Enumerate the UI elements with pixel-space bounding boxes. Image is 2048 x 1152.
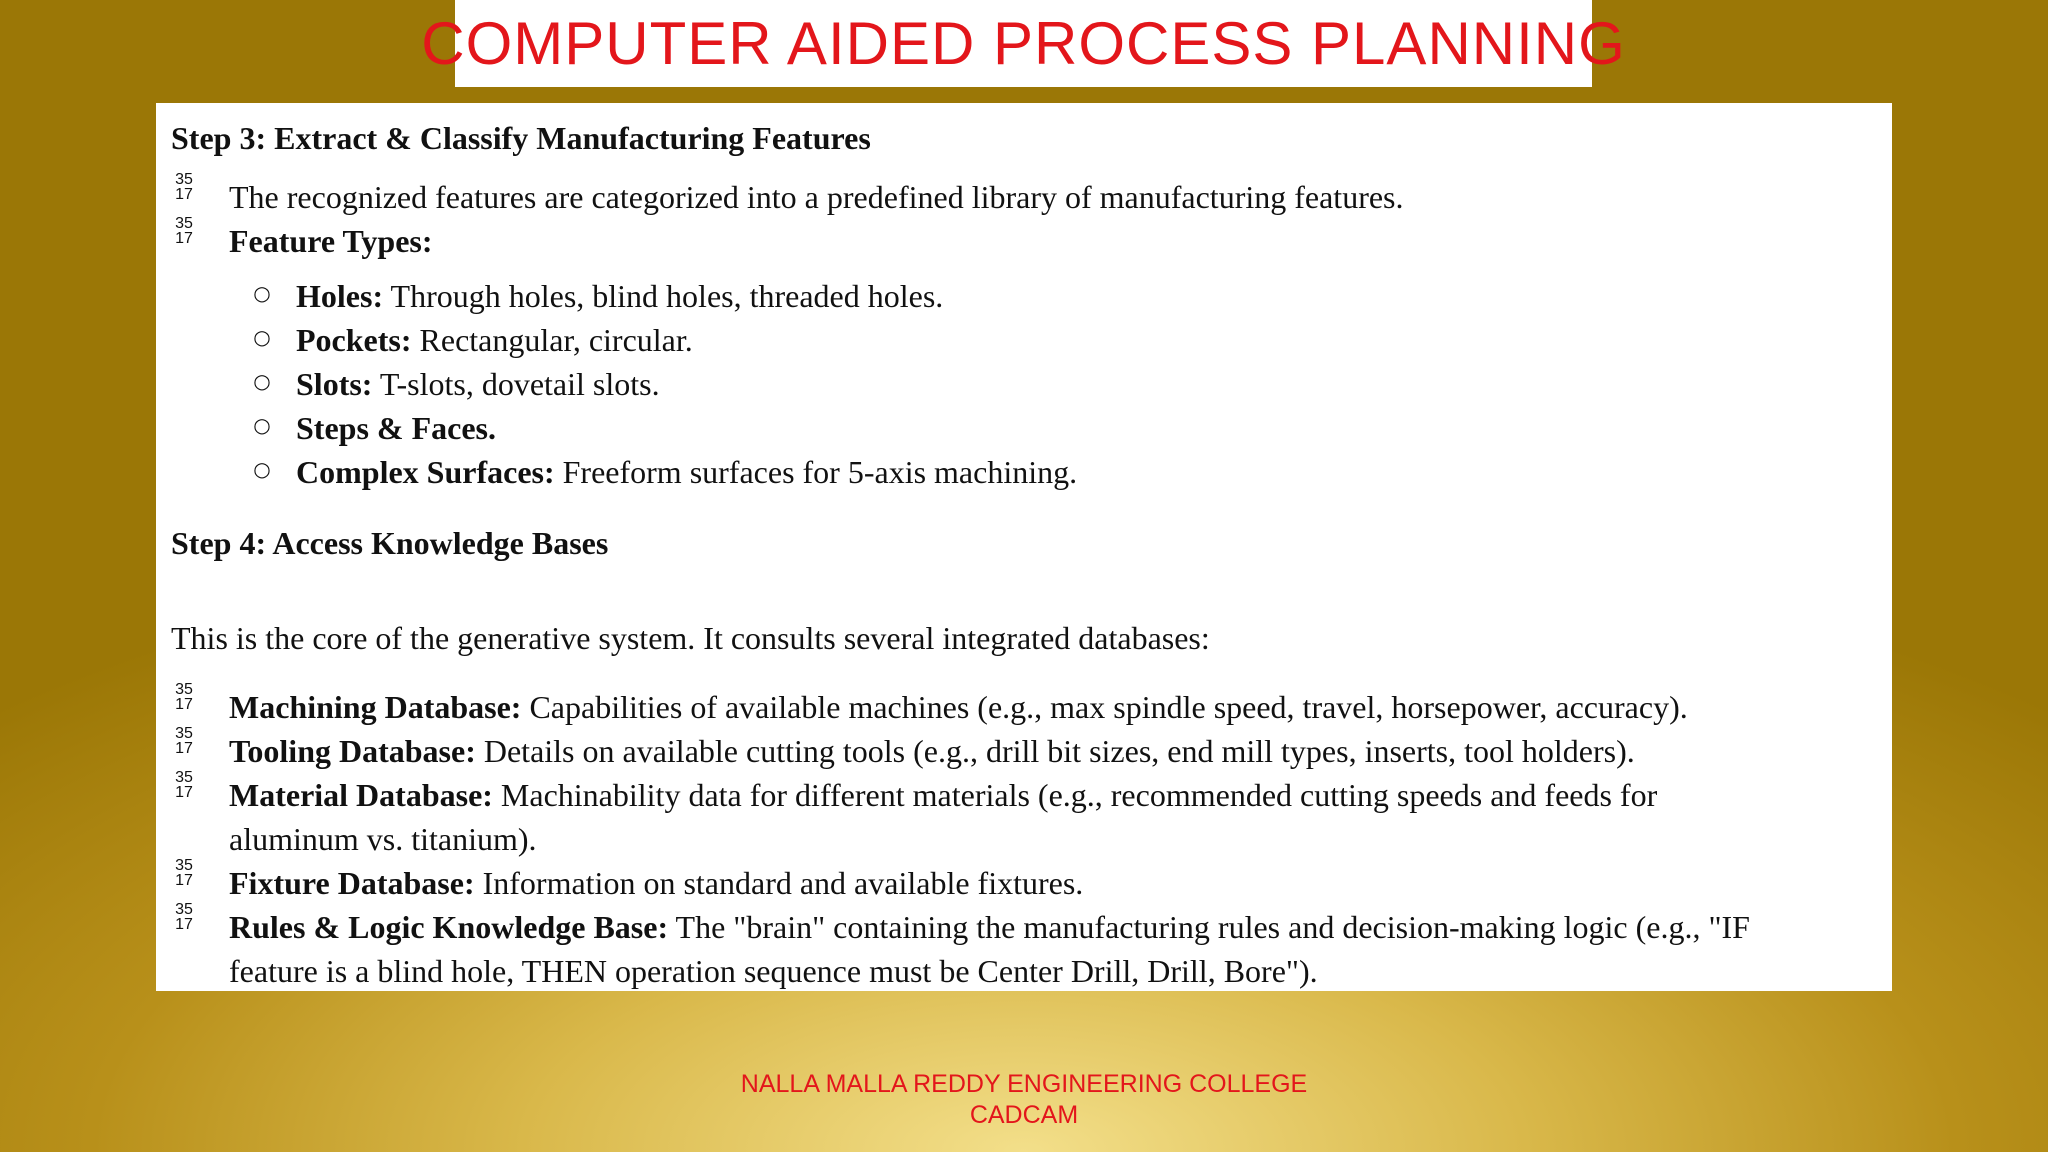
footer-college-name: NALLA MALLA REDDY ENGINEERING COLLEGE <box>740 1070 1308 1098</box>
slide-title: COMPUTER AIDED PROCESS PLANNING <box>421 10 1626 77</box>
list-marker-icon: 35 17 <box>175 901 193 933</box>
database-item-rules-logic: Rules & Logic Knowledge Base: The "brain" containing the manufacturing rules and decision-making logic (e.g., "IF <box>229 909 1750 945</box>
step3-item: The recognized features are categorized into a predefined library of manufacturing features. <box>229 179 1404 215</box>
footer-subject: CADCAM <box>969 1101 1079 1129</box>
circle-bullet-icon: ○ <box>253 413 271 437</box>
list-marker-icon: 35 17 <box>175 681 193 713</box>
step4-intro: This is the core of the generative system. It consults several integrated databases: <box>171 620 1210 656</box>
feature-type-item: Steps & Faces. <box>296 410 496 446</box>
circle-bullet-icon: ○ <box>253 457 271 481</box>
feature-type-item: Complex Surfaces: Freeform surfaces for 5-axis machining. <box>296 454 1078 490</box>
list-marker-icon: 35 17 <box>175 857 193 889</box>
list-marker-icon: 35 17 <box>175 215 193 247</box>
step4-heading: Step 4: Access Knowledge Bases <box>171 525 609 561</box>
list-marker-icon: 35 17 <box>175 725 193 757</box>
circle-bullet-icon: ○ <box>253 281 271 305</box>
title-banner <box>421 0 1626 87</box>
feature-type-item: Pockets: Rectangular, circular. <box>296 322 693 358</box>
circle-bullet-icon: ○ <box>253 369 271 393</box>
list-marker-icon: 35 17 <box>175 171 193 203</box>
feature-type-item: Slots: T-slots, dovetail slots. <box>296 366 660 402</box>
database-item-machining: Machining Database: Capabilities of available machines (e.g., max spindle speed, travel, horsepower, accuracy). <box>229 689 1688 725</box>
feature-type-item: Holes: Through holes, blind holes, threaded holes. <box>296 278 944 314</box>
database-item-tooling: Tooling Database: Details on available cutting tools (e.g., drill bit sizes, end mill types, inserts, tool holders). <box>229 733 1635 769</box>
database-item-material-continued: aluminum vs. titanium). <box>229 821 537 857</box>
step3-heading: Step 3: Extract & Classify Manufacturing Features <box>171 120 871 156</box>
list-marker-icon: 35 17 <box>175 769 193 801</box>
database-item-material: Material Database: Machinability data for different materials (e.g., recommended cutting speeds and feeds for <box>229 777 1658 813</box>
step3-item-feature-types: Feature Types: <box>229 223 433 259</box>
database-item-rules-logic-continued: feature is a blind hole, THEN operation sequence must be Center Drill, Drill, Bore"). <box>229 953 1318 989</box>
circle-bullet-icon: ○ <box>253 325 271 349</box>
database-item-fixture: Fixture Database: Information on standard and available fixtures. <box>229 865 1084 901</box>
content-panel <box>156 103 1892 991</box>
